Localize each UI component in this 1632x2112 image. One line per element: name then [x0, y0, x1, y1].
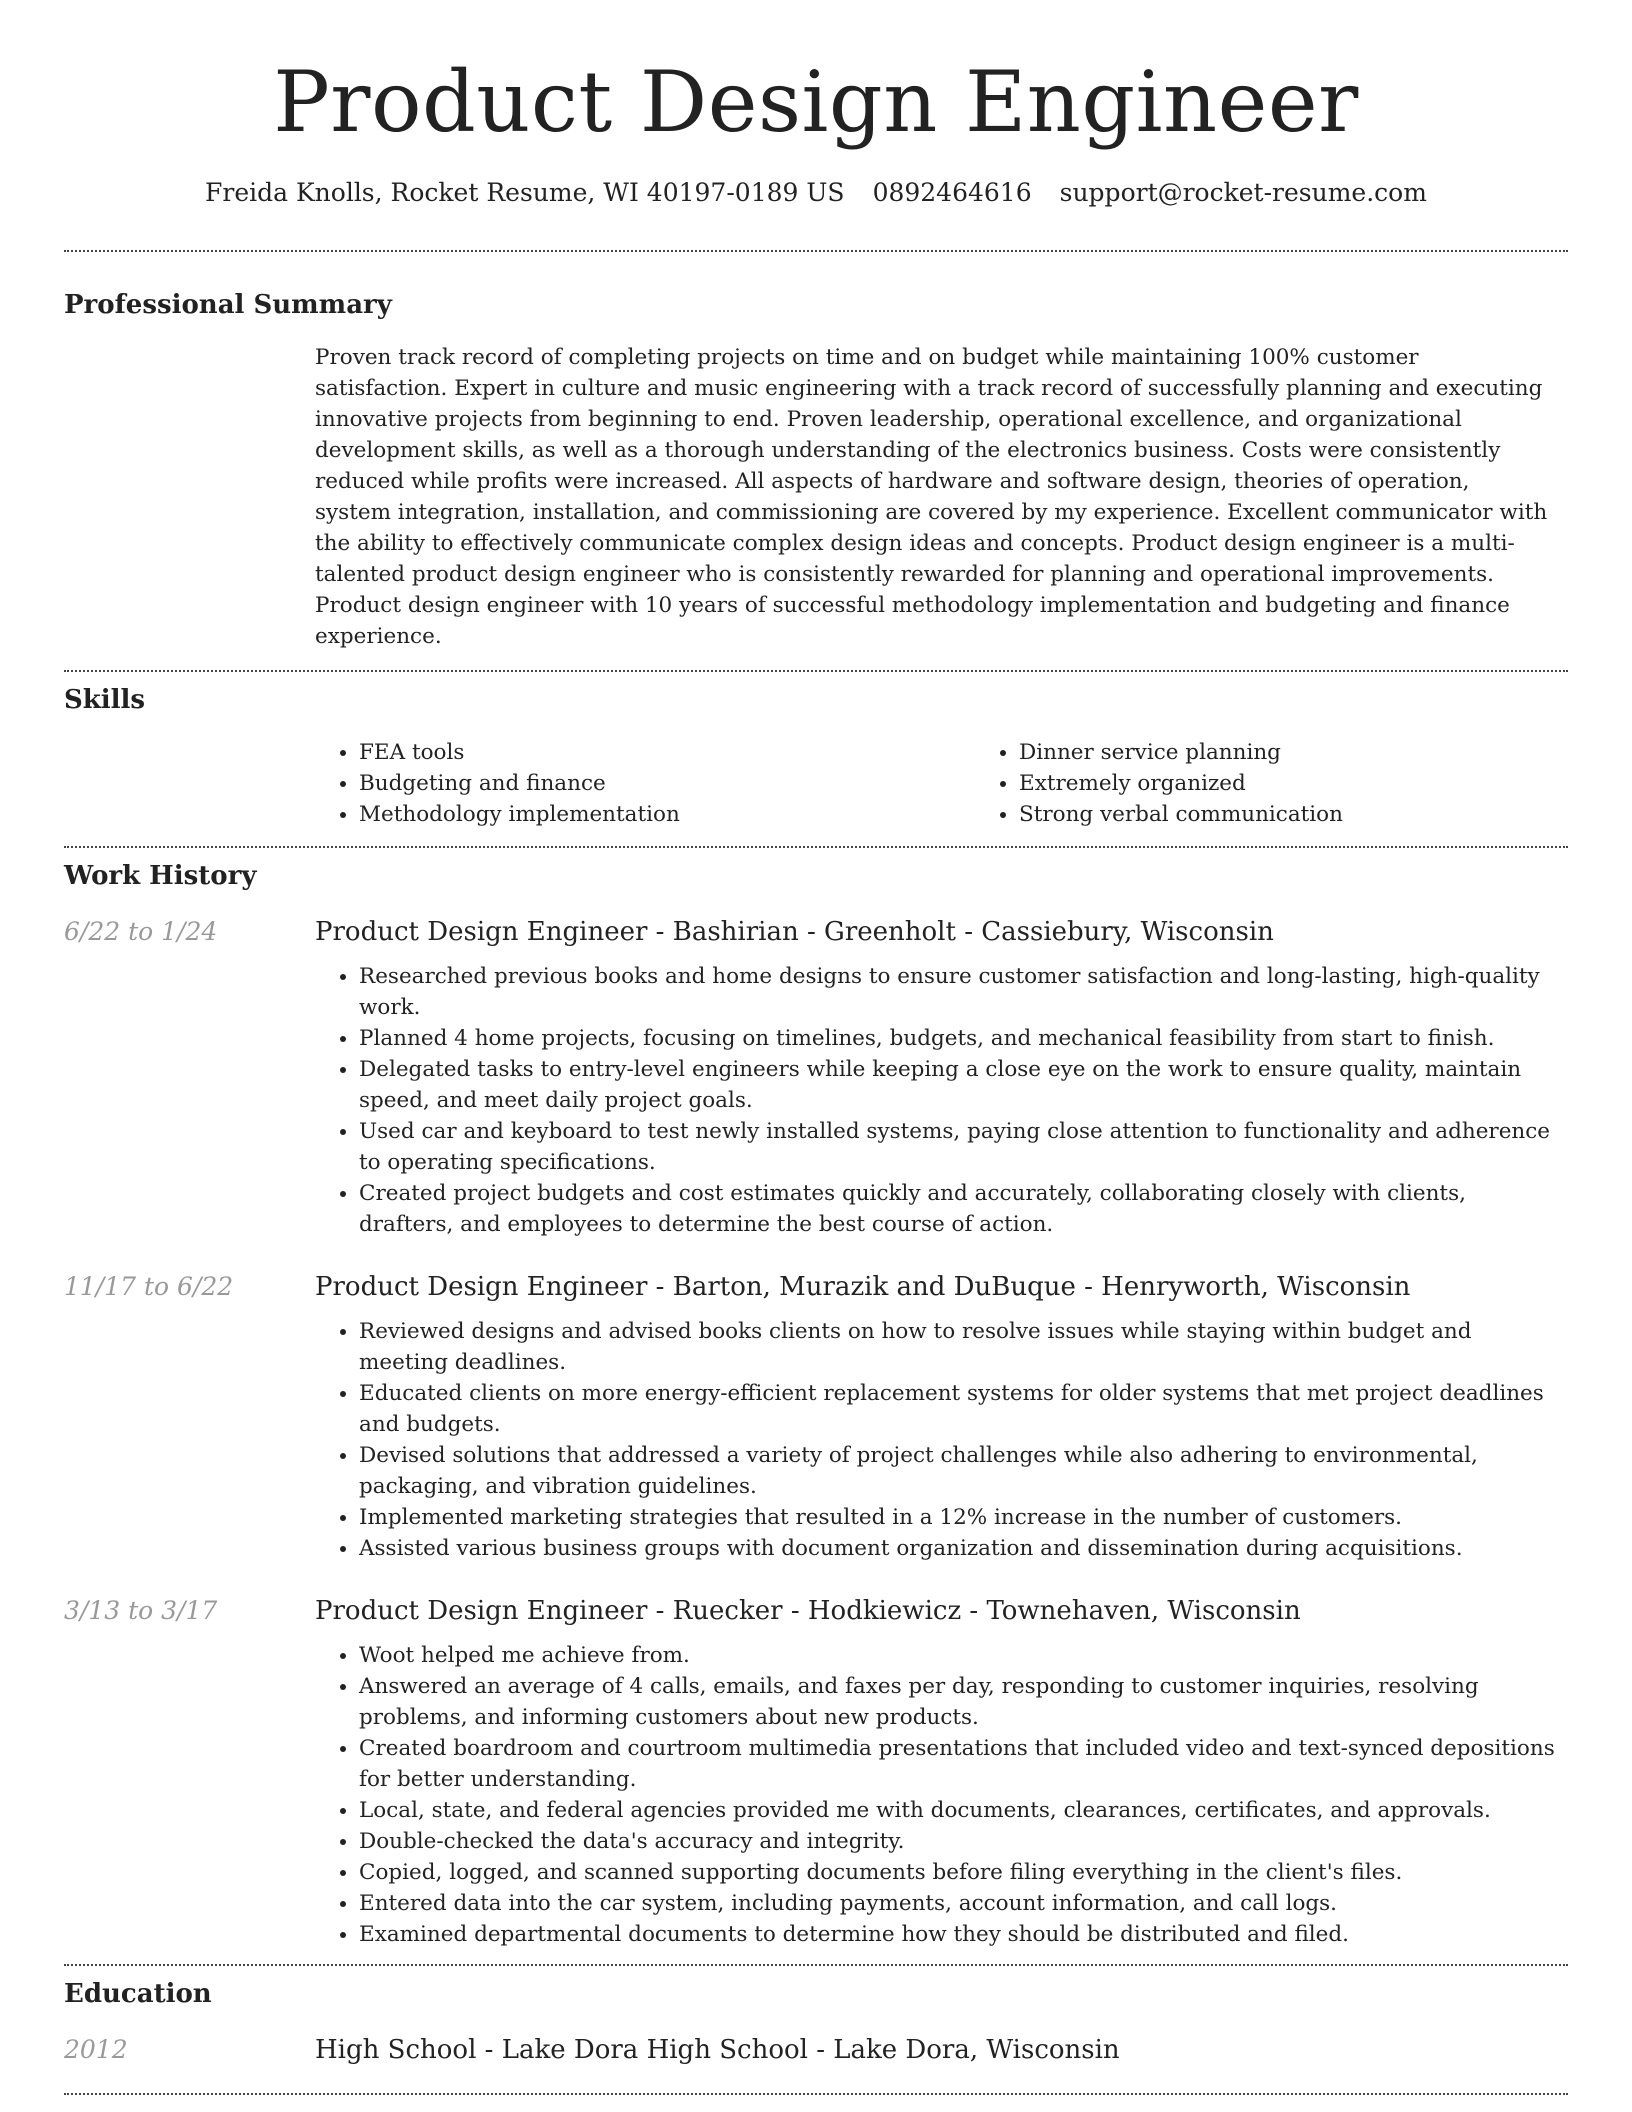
job-bullet: • Examined departmental documents to determine how they should be distributed and filed.: [359, 1919, 1558, 1950]
skill-item: • Budgeting and finance: [359, 768, 975, 799]
job-title: Product Design Engineer - Ruecker - Hodkiewicz - Townehaven, Wisconsin: [315, 1596, 1301, 1626]
job-bullet: • Double-checked the data's accuracy and integrity.: [359, 1826, 1558, 1857]
contact-email: support@rocket-resume.com: [1059, 178, 1427, 207]
section-heading-skills: Skills: [64, 685, 146, 715]
skill-item: • Extremely organized: [1019, 768, 1632, 799]
education-section: [64, 1966, 1568, 2067]
job-bullet: • Created boardroom and courtroom multimedia presentations that included video and text-synced depositions for better understanding.: [359, 1733, 1558, 1795]
job-bullets: [315, 1640, 1568, 1950]
job-bullet: • Planned 4 home projects, focusing on timelines, budgets, and mechanical feasibility from start to finish.: [359, 1023, 1558, 1054]
job-bullet: • Created project budgets and cost estimates quickly and accurately, collaborating closely with clients, drafters, and employees to determine the best course of action.: [359, 1178, 1558, 1240]
job-bullets: [315, 1316, 1568, 1564]
job-bullet: • Woot helped me achieve from.: [359, 1640, 1558, 1671]
job-bullet: • Used car and keyboard to test newly installed systems, paying close attention to functionality and adherence to operating specifications.: [359, 1116, 1558, 1178]
job-bullet: • Reviewed designs and advised books clients on how to resolve issues while staying within budget and meeting deadlines.: [359, 1316, 1558, 1378]
education-entry: [64, 2033, 1568, 2067]
job-date: 6/22 to 1/24: [64, 917, 218, 946]
job-bullet: • Entered data into the car system, including payments, account information, and call logs.: [359, 1888, 1558, 1919]
job-bullet: • Delegated tasks to entry-level engineers while keeping a close eye on the work to ensure quality, maintain speed, and meet daily project goals.: [359, 1054, 1558, 1116]
work-section: [64, 848, 1568, 1950]
divider: [64, 2093, 1568, 2095]
skill-item: • Dinner service planning: [1019, 737, 1632, 768]
skill-item: • Strong verbal communication: [1019, 799, 1632, 830]
job-bullet: • Answered an average of 4 calls, emails, and faxes per day, responding to customer inquiries, resolving problems, and informing customers about new products.: [359, 1671, 1558, 1733]
job-title: Product Design Engineer - Bashirian - Greenholt - Cassiebury, Wisconsin: [315, 917, 1274, 947]
skills-list-right: [975, 737, 1632, 830]
job-entry: [64, 1594, 1568, 1950]
skills-list-left: [315, 737, 975, 830]
job-bullet: • Researched previous books and home designs to ensure customer satisfaction and long-lasting, high-quality work.: [359, 961, 1558, 1023]
skill-item: • Methodology implementation: [359, 799, 975, 830]
job-bullets: [315, 961, 1568, 1240]
contact-line: [64, 176, 1568, 210]
summary-text: Proven track record of completing projects on time and on budget while maintaining 100% customer satisfaction. Expert in culture and music engineering with a track record of successfully planning and executing innovative projects from beginning to end. Proven leadership, operational excellence, and organizational development skills, as well as a thorough understanding of the electronics business. Costs were consistently reduced while profits were increased. All aspects of hardware and software design, theories of operation, system integration, installation, and commissioning are covered by my experience. Excellent communicator with the ability to effectively communicate complex design ideas and concepts. Product design engineer is a multi-talented product design engineer who is consistently rewarded for planning and operational improvements. Product design engineer with 10 years of successful methodology implementation and budgeting and finance experience.: [315, 345, 1548, 649]
education-date: 2012: [64, 2035, 128, 2064]
job-entry: [64, 1270, 1568, 1564]
job-bullet: • Implemented marketing strategies that resulted in a 12% increase in the number of customers.: [359, 1502, 1558, 1533]
job-entry: [64, 915, 1568, 1240]
job-date: 11/17 to 6/22: [64, 1272, 234, 1301]
summary-section: [64, 252, 1568, 652]
resume-title: Product Design Engineer: [273, 53, 1359, 151]
section-heading-education: Education: [64, 1979, 212, 2009]
section-heading-work: Work History: [64, 861, 257, 891]
skills-section: [64, 672, 1568, 830]
education-title: High School - Lake Dora High School - Lake Dora, Wisconsin: [315, 2035, 1120, 2065]
job-bullet: • Copied, logged, and scanned supporting documents before filing everything in the client's files.: [359, 1857, 1558, 1888]
job-title: Product Design Engineer - Barton, Murazik and DuBuque - Henryworth, Wisconsin: [315, 1272, 1411, 1302]
job-bullet: • Educated clients on more energy-efficient replacement systems for older systems that met project deadlines and budgets.: [359, 1378, 1558, 1440]
job-bullet: • Assisted various business groups with document organization and dissemination during acquisitions.: [359, 1533, 1558, 1564]
skill-item: • FEA tools: [359, 737, 975, 768]
section-heading-summary: Professional Summary: [64, 290, 392, 320]
job-bullet: • Devised solutions that addressed a variety of project challenges while also adhering to environmental, packaging, and vibration guidelines.: [359, 1440, 1558, 1502]
contact-address: Freida Knolls, Rocket Resume, WI 40197-0189 US: [205, 178, 845, 207]
contact-phone: 0892464616: [872, 178, 1032, 207]
job-date: 3/13 to 3/17: [64, 1596, 218, 1625]
job-bullet: • Local, state, and federal agencies provided me with documents, clearances, certificates, and approvals.: [359, 1795, 1558, 1826]
